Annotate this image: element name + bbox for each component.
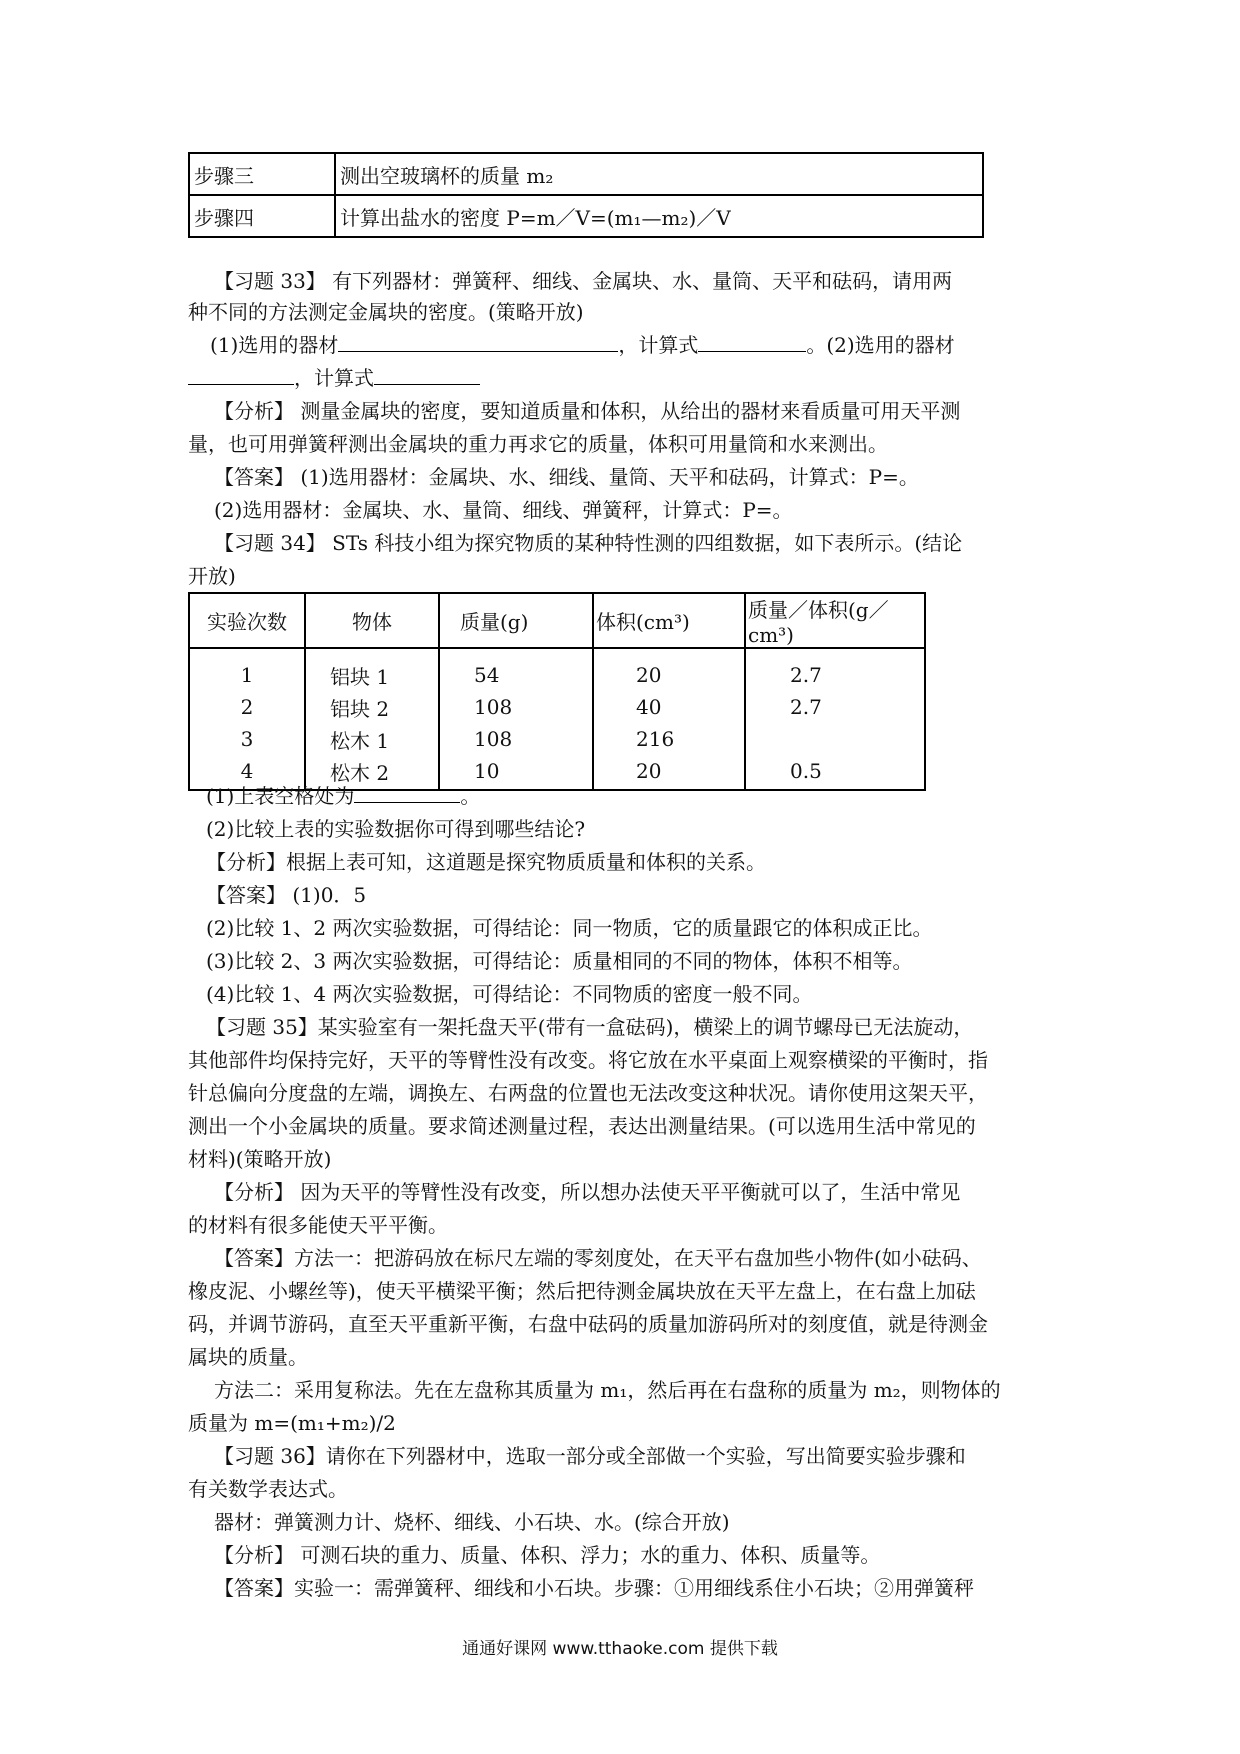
table-row <box>189 153 983 195</box>
q35-line: 其他部件均保持完好，天平的等臂性没有改变。将它放在水平桌面上观察横梁的平衡时，指 <box>188 1048 988 1072</box>
step-label: 步骤三 <box>189 153 335 195</box>
column-header: 实验次数 <box>189 593 305 648</box>
q35-line: 针总偏向分度盘的左端，调换左、右两盘的位置也无法改变这种状况。请你使用这架天平， <box>188 1081 988 1105</box>
q33-intro-2: 种不同的方法测定金属块的密度。(策略开放) <box>188 300 584 324</box>
q34-intro: 【习题 34】 STs 科技小组为探究物质的某种特性测的四组数据，如下表所示。(结论 <box>214 531 963 555</box>
q33-prompt-2: ，计算式 <box>188 362 1060 394</box>
q33-prompt-1: (1)选用的器材 ，计算式 。(2)选用的器材 <box>210 329 1082 361</box>
q34-prompt-2: (2)比较上表的实验数据你可得到哪些结论? <box>206 817 586 841</box>
column-header: 质量／体积(g／cm³) <box>745 593 925 648</box>
q35-answer: 【答案】方法一：把游码放在标尺左端的零刻度处，在天平右盘加些小物件(如小砝码、 <box>214 1246 982 1270</box>
table-row: 1 铝块 1 54 20 2.7 <box>189 648 925 691</box>
q34-analysis: 【分析】根据上表可知，这道题是探究物质质量和体积的关系。 <box>206 850 766 874</box>
page-footer: 通通好课网 www.tthaoke.com 提供下载 <box>462 1639 778 1659</box>
q36-materials: 器材：弹簧测力计、烧杯、细线、小石块、水。(综合开放) <box>214 1510 730 1534</box>
table-row: 3 松木 1 108 216 <box>189 723 925 755</box>
q35-line: 【习题 35】某实验室有一架托盘天平(带有一盒砝码)，横梁上的调节螺母已无法旋动， <box>206 1015 974 1039</box>
q34-title: 【习题 34】 <box>214 531 326 555</box>
q33-answer: 【答案】 (1)选用器材：金属块、水、细线、量筒、天平和砝码，计算式：P=。 <box>214 465 919 489</box>
q33-analysis-2: 量，也可用弹簧秤测出金属块的重力再求它的质量，体积可用量筒和水来测出。 <box>188 432 888 456</box>
q33-answer-2: (2)选用器材：金属块、水、量筒、细线、弹簧秤，计算式：P=。 <box>214 498 793 522</box>
q34-answer-3: (3)比较 2、3 两次实验数据，可得结论：质量相同的不同的物体，体积不相等。 <box>206 949 913 973</box>
answer-blank[interactable] <box>374 362 480 385</box>
q35-analysis-2: 的材料有很多能使天平平衡。 <box>188 1213 448 1237</box>
q34-answer-4: (4)比较 1、4 两次实验数据，可得结论：不同物质的密度一般不同。 <box>206 982 813 1006</box>
data-table <box>188 592 926 791</box>
q36-answer: 【答案】实验一：需弹簧秤、细线和小石块。步骤：①用细线系住小石块；②用弹簧秤 <box>214 1576 974 1600</box>
q33-intro: 【习题 33】 有下列器材：弹簧秤、细线、金属块、水、量筒、天平和砝码，请用两 <box>214 269 953 293</box>
q36-analysis: 【分析】 可测石块的重力、质量、体积、浮力；水的重力、体积、质量等。 <box>214 1543 881 1567</box>
column-header: 体积(cm³) <box>593 593 745 648</box>
q33-analysis: 【分析】 测量金属块的密度，要知道质量和体积，从给出的器材来看质量可用天平测 <box>214 399 961 423</box>
q33-title: 【习题 33】 <box>214 269 326 293</box>
q34-answer: 【答案】 (1)0．5 <box>206 883 367 907</box>
table-row <box>189 195 983 237</box>
steps-table <box>188 152 984 238</box>
q34-intro-2: 开放) <box>188 564 236 588</box>
q35-line: 测出一个小金属块的质量。要求简述测量过程，表达出测量结果。(可以选用生活中常见的 <box>188 1114 976 1138</box>
q35-answer-3: 码，并调节游码，直至天平重新平衡，右盘中砝码的质量加游码所对的刻度值，就是待测金 <box>188 1312 988 1336</box>
q35-method2-2: 质量为 m=(m₁+m₂)/2 <box>188 1411 396 1435</box>
table-row: 2 铝块 2 108 40 2.7 <box>189 691 925 723</box>
q36-line: 有关数学表达式。 <box>188 1477 348 1501</box>
answer-blank[interactable] <box>698 329 806 352</box>
q34-prompt-1: (1)上表空格处为 。 <box>206 780 1078 812</box>
answer-blank[interactable] <box>354 780 460 803</box>
column-header: 质量(g) <box>439 593 593 648</box>
q34-answer-2: (2)比较 1、2 两次实验数据，可得结论：同一物质，它的质量跟它的体积成正比。 <box>206 916 933 940</box>
answer-blank[interactable] <box>188 362 294 385</box>
q35-answer-2: 橡皮泥、小螺丝等)，使天平横梁平衡；然后把待测金属块放在天平左盘上，在右盘上加砝 <box>188 1279 976 1303</box>
column-header: 物体 <box>305 593 439 648</box>
step-label: 步骤四 <box>189 195 335 237</box>
answer-blank[interactable] <box>338 329 618 352</box>
q36-line: 【习题 36】请你在下列器材中，选取一部分或全部做一个实验，写出简要实验步骤和 <box>214 1444 966 1468</box>
step-text: 计算出盐水的密度 P=m／V=(m₁—m₂)／V <box>335 195 983 237</box>
q35-analysis: 【分析】 因为天平的等臂性没有改变，所以想办法使天平平衡就可以了，生活中常见 <box>214 1180 961 1204</box>
step-text: 测出空玻璃杯的质量 m₂ <box>335 153 983 195</box>
q35-line: 材料)(策略开放) <box>188 1147 332 1171</box>
table-header-row <box>189 593 925 648</box>
q35-answer-4: 属块的质量。 <box>188 1345 308 1369</box>
q35-method2: 方法二：采用复称法。先在左盘称其质量为 m₁，然后再在右盘称的质量为 m₂，则物体的 <box>214 1378 1001 1402</box>
table-row: 4 松木 2 10 20 0.5 <box>189 755 925 790</box>
